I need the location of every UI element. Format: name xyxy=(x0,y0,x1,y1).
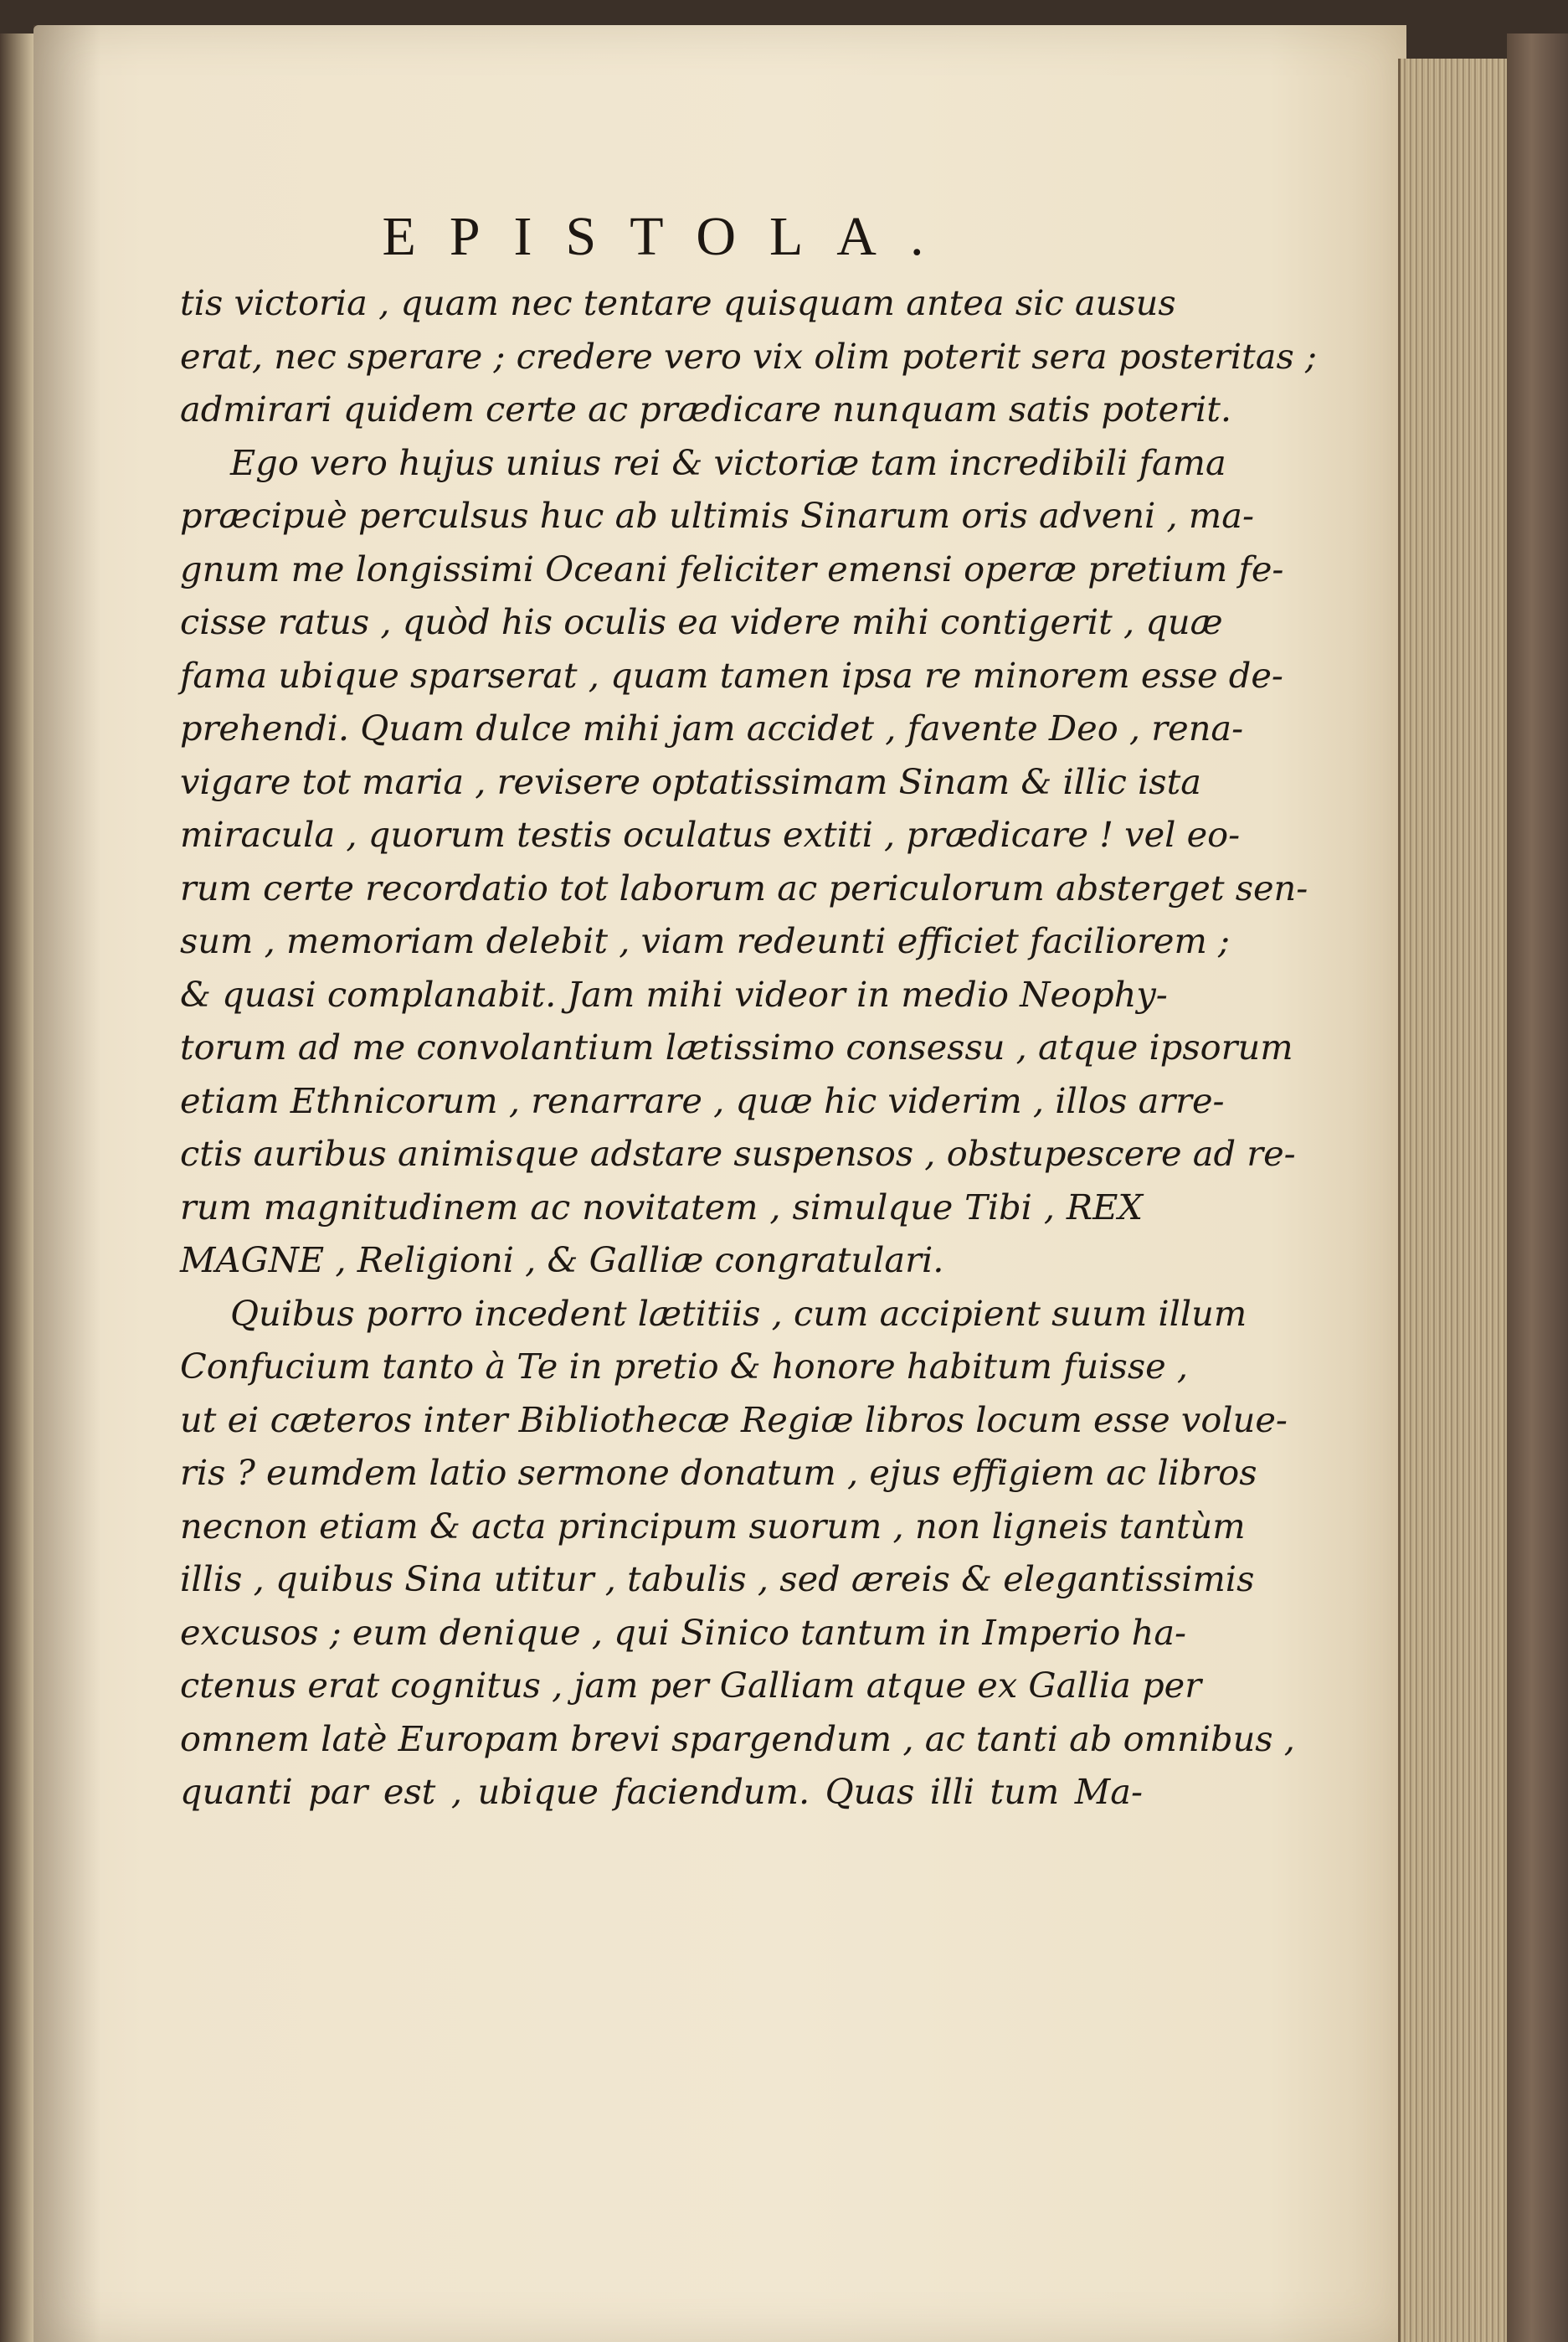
text-line: Quibus porro incedent lætitiis , cum accipient suum illum xyxy=(230,1292,1247,1334)
text-line: gnum me longissimi Oceani feliciter emensi operæ pretium fe- xyxy=(180,548,1284,589)
gutter-shadow xyxy=(33,25,100,2342)
text-line: prehendi. Quam dulce mihi jam accidet , favente Deo , rena- xyxy=(180,708,1244,749)
text-line: vigare tot maria , revisere optatissimam Sinam & illic ista xyxy=(180,760,1202,802)
text-line: tis victoria , quam nec tentare quisquam antea sic ausus xyxy=(180,282,1176,323)
book-cover-board xyxy=(1507,33,1568,2342)
text-line: rum certe recordatio tot laborum ac periculorum absterget sen- xyxy=(180,867,1308,908)
text-line: rum magnitudinem ac novitatem , simulque Tibi , REX xyxy=(180,1186,1143,1228)
text-line: MAGNE , Religioni , & Galliæ congratulari. xyxy=(180,1239,944,1280)
text-line: etiam Ethnicorum , renarrare , quæ hic viderim , illos arre- xyxy=(180,1079,1225,1121)
text-line: & quasi complanabit. Jam mihi videor in medio Neophy- xyxy=(180,973,1168,1015)
running-head: EPISTOLA. xyxy=(382,206,958,267)
text-line: fama ubique sparserat , quam tamen ipsa re minorem esse de- xyxy=(180,654,1283,696)
text-line: præcipuè perculsus huc ab ultimis Sinarum oris adveni , ma- xyxy=(180,495,1255,536)
text-line: cisse ratus , quòd his oculis ea videre mihi contigerit , quæ xyxy=(180,601,1223,642)
text-line: Confucium tanto à Te in pretio & honore habitum fuisse , xyxy=(180,1346,1189,1387)
body-text xyxy=(180,276,1317,1819)
text-line: sum , memoriam delebit , viam redeunti efficiet faciliorem ; xyxy=(180,920,1231,961)
text-line: ris ? eumdem latio sermone donatum , ejus effigiem ac libros xyxy=(180,1452,1257,1493)
text-line: illis , quibus Sina utitur , tabulis , sed æreis & elegantissimis xyxy=(180,1558,1255,1599)
text-line: excusos ; eum denique , qui Sinico tantum in Imperio ha- xyxy=(180,1611,1187,1653)
text-line: miracula , quorum testis oculatus extiti , prædicare ! vel eo- xyxy=(180,814,1241,855)
text-line: admirari quidem certe ac prædicare nunquam satis poterit. xyxy=(180,389,1232,430)
text-line: omnem latè Europam brevi spargendum , ac tanti ab omnibus , xyxy=(180,1717,1295,1759)
text-line: erat, nec sperare ; credere vero vix olim poterit sera posteritas ; xyxy=(180,335,1317,377)
text-line: ut ei cæteros inter Bibliothecæ Regiæ libros locum esse volue- xyxy=(180,1398,1288,1440)
text-line: torum ad me convolantium lætissimo consessu , atque ipsorum xyxy=(180,1027,1293,1068)
text-line: quanti par est , ubique faciendum. Quas illi tum Ma- xyxy=(180,1771,1143,1812)
page-fore-edge xyxy=(1398,59,1509,2342)
previous-page-edge xyxy=(0,33,33,2342)
text-line: ctenus erat cognitus , jam per Galliam atque ex Gallia per xyxy=(180,1665,1202,1706)
text-line: ctis auribus animisque adstare suspensos , obstupescere ad re- xyxy=(180,1133,1296,1174)
text-line: Ego vero hujus unius rei & victoriæ tam incredibili fama xyxy=(230,441,1226,483)
text-line: necnon etiam & acta principum suorum , non ligneis tantùm xyxy=(180,1505,1246,1547)
